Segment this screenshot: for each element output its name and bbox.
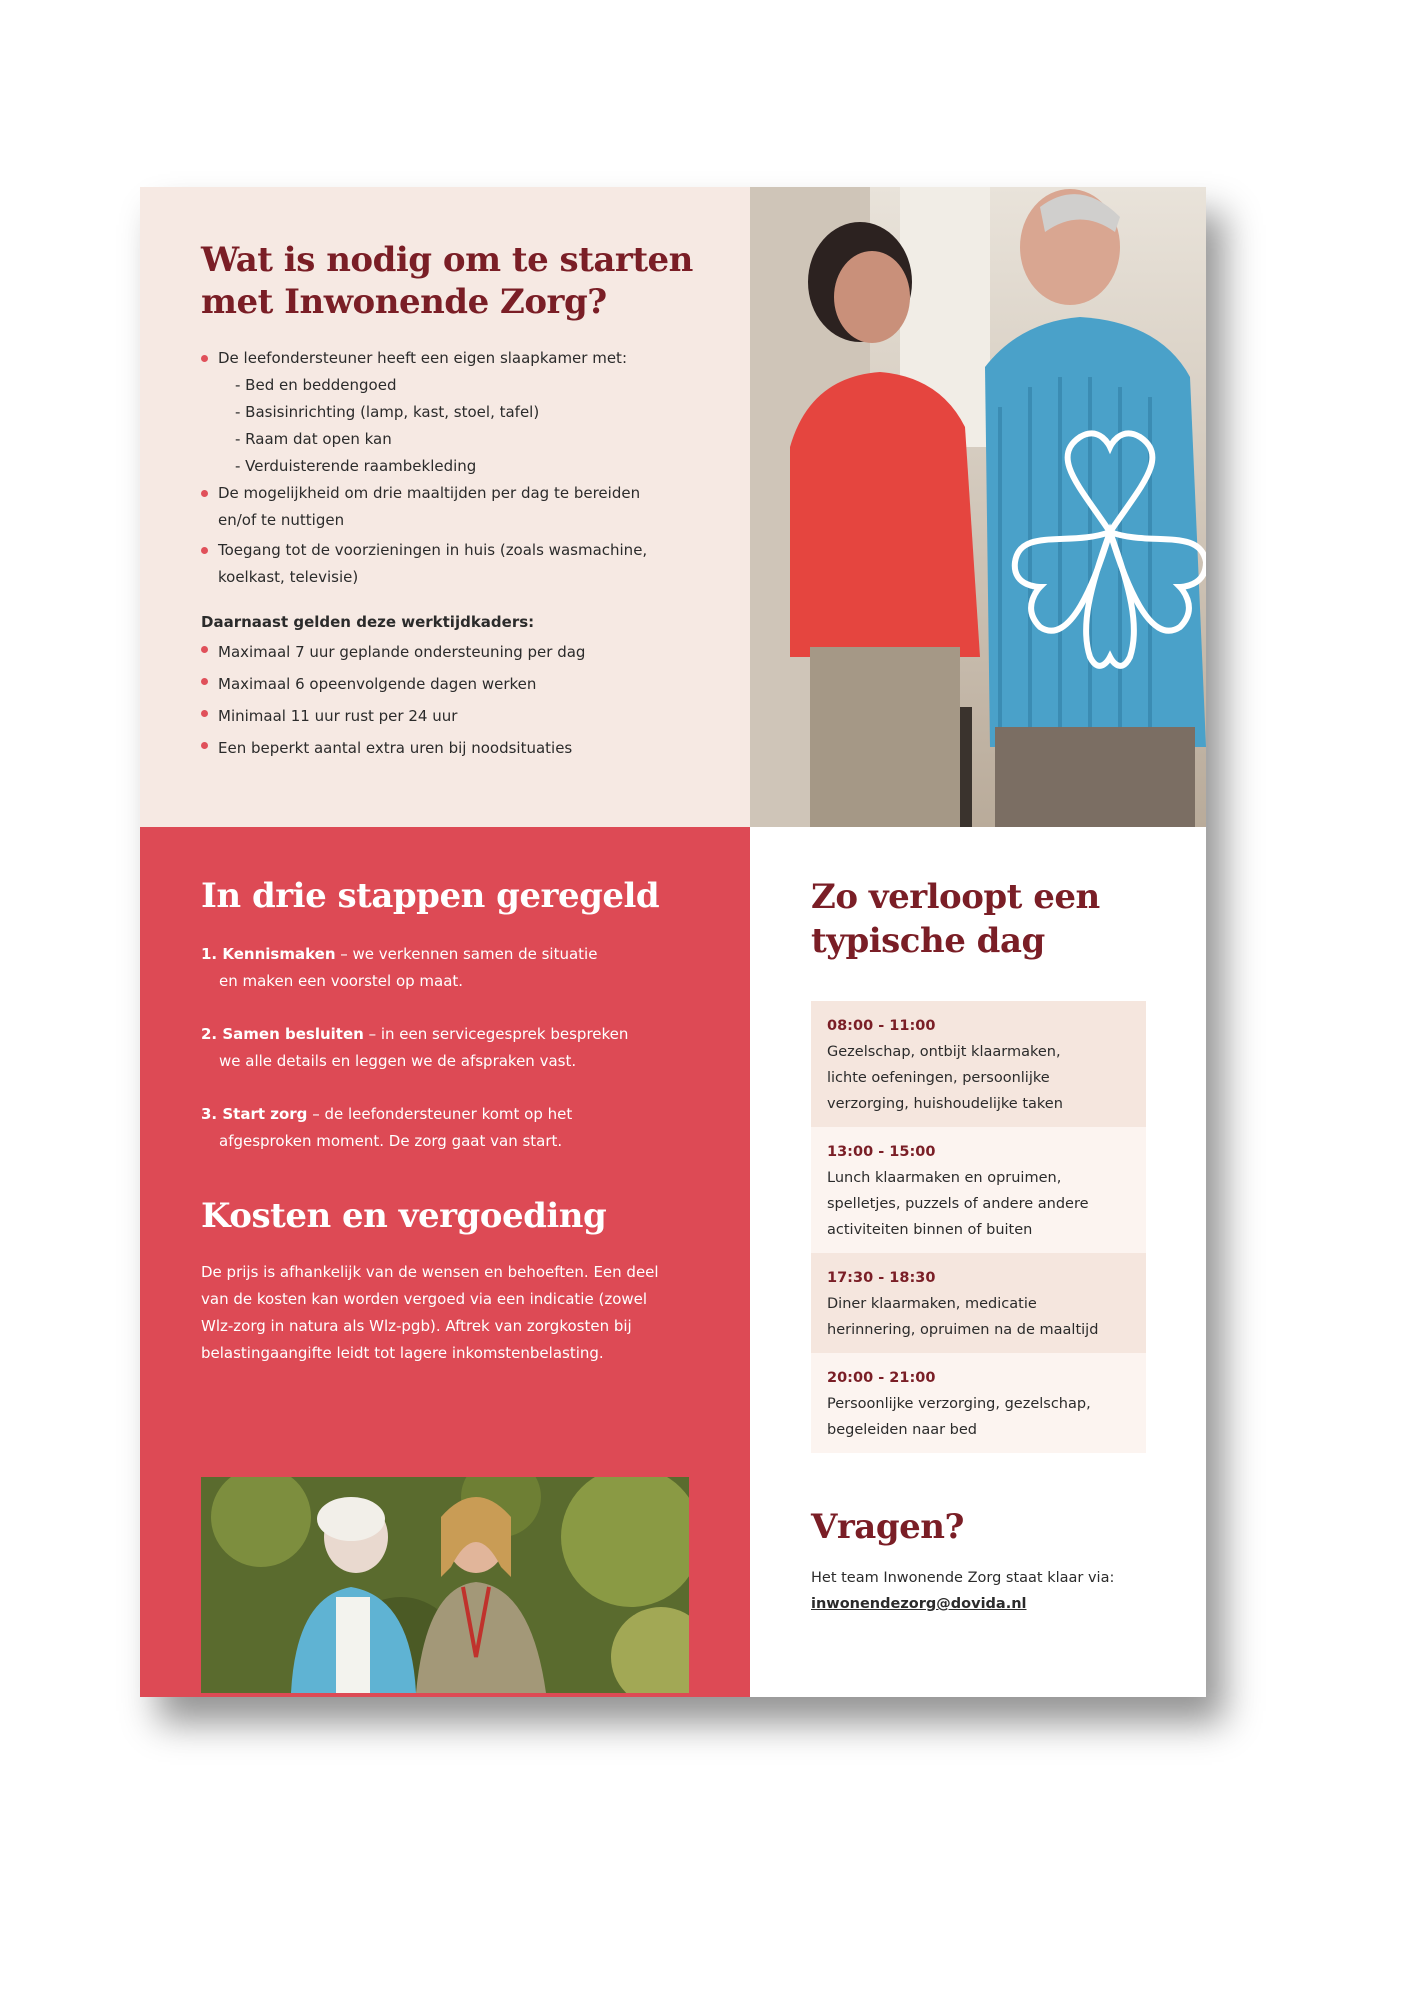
slot-text: spelletjes, puzzels of andere andere — [827, 1196, 1089, 1212]
costs-title: Kosten en vergoeding — [201, 1196, 607, 1236]
questions-intro: Het team Inwonende Zorg staat klaar via: — [811, 1570, 1115, 1586]
list-item: Maximaal 6 opeenvolgende dagen werken — [201, 668, 710, 700]
list-item: Minimaal 11 uur rust per 24 uur — [201, 700, 710, 732]
step-text: we alle details en leggen we de afspraken vast. — [219, 1052, 577, 1070]
schedule-slot — [811, 1127, 1146, 1253]
list-item: Een beperkt aantal extra uren bij noodsituaties — [201, 732, 710, 764]
costs-line: Wlz-zorg in natura als Wlz-pgb). Aftrek van zorgkosten bij — [201, 1317, 632, 1335]
steps-section — [140, 827, 750, 1697]
slot-text: activiteiten binnen of buiten — [827, 1222, 1033, 1238]
slot-text: verzorging, huishoudelijke taken — [827, 1096, 1063, 1112]
slot-text: Lunch klaarmaken en opruimen, — [827, 1170, 1062, 1186]
slot-time: 13:00 - 15:00 — [827, 1144, 936, 1160]
step-text: – in een servicegesprek bespreken — [363, 1025, 629, 1043]
costs-line: van de kosten kan worden vergoed via een indicatie (zowel — [201, 1290, 648, 1308]
slot-time: 17:30 - 18:30 — [827, 1270, 936, 1286]
elderly-photo-illustration — [201, 1477, 689, 1693]
schedule-section — [750, 827, 1206, 1697]
work-heading: Daarnaast gelden deze werktijdkaders: — [201, 613, 535, 631]
elderly-photo — [201, 1477, 689, 1693]
caregiver-photo — [750, 187, 1206, 827]
list-item: - Raam dat open kan — [235, 430, 392, 448]
slot-text: Gezelschap, ontbijt klaarmaken, — [827, 1044, 1061, 1060]
steps-list — [201, 941, 710, 1155]
list-item — [201, 537, 710, 591]
schedule-slot — [811, 1001, 1146, 1127]
slot-text: Persoonlijke verzorging, gezelschap, — [827, 1396, 1091, 1412]
meals-line-1: De mogelijkheid om drie maaltijden per dag te bereiden — [218, 484, 641, 502]
bedroom-sublist — [218, 372, 710, 480]
costs-text — [201, 1259, 701, 1367]
costs-line: De prijs is afhankelijk van de wensen en behoeften. Een deel — [201, 1263, 659, 1281]
list-item: - Verduisterende raambekleding — [235, 457, 477, 475]
requirements-section — [140, 187, 750, 827]
email-link[interactable]: inwonendezorg@dovida.nl — [811, 1596, 1027, 1612]
schedule-title-line: typische dag — [811, 921, 1045, 961]
list-item: - Bed en beddengoed — [235, 376, 397, 394]
step-text: – we verkennen samen de situatie — [335, 945, 598, 963]
step-label: 3. Start zorg — [201, 1105, 308, 1123]
facilities-line-1: Toegang tot de voorzieningen in huis (zoals wasmachine, — [218, 541, 648, 559]
step-text: – de leefondersteuner komt op het — [307, 1105, 573, 1123]
schedule-title — [811, 875, 1146, 963]
slot-time: 20:00 - 21:00 — [827, 1370, 936, 1386]
slot-text: lichte oefeningen, persoonlijke — [827, 1070, 1050, 1086]
step-item — [201, 1021, 710, 1075]
step-item — [201, 1101, 710, 1155]
costs-line: belastingaangifte leidt tot lagere inkomstenbelasting. — [201, 1344, 604, 1362]
schedule-slot — [811, 1353, 1146, 1453]
step-label: 2. Samen besluiten — [201, 1025, 364, 1043]
requirements-list — [201, 345, 710, 591]
schedule-list — [811, 1001, 1146, 1453]
meals-line-2: en/of te nuttigen — [218, 511, 345, 529]
step-label: 1. Kennismaken — [201, 945, 336, 963]
list-item: Maximaal 7 uur geplande ondersteuning per dag — [201, 636, 710, 668]
steps-title: In drie stappen geregeld — [201, 876, 660, 916]
work-list — [201, 636, 710, 764]
slot-text: herinnering, opruimen na de maaltijd — [827, 1322, 1099, 1338]
list-item: - Basisinrichting (lamp, kast, stoel, tafel) — [235, 403, 540, 421]
list-item — [201, 345, 710, 480]
list-item — [201, 480, 710, 534]
requirements-title: Wat is nodig om te starten met Inwonende Zorg? — [201, 240, 693, 322]
schedule-slot — [811, 1253, 1146, 1353]
questions-text — [811, 1565, 1146, 1617]
slot-text: begeleiden naar bed — [827, 1422, 978, 1438]
step-item — [201, 941, 710, 995]
questions-title: Vragen? — [811, 1507, 964, 1547]
schedule-title-line: Zo verloopt een — [811, 877, 1100, 917]
slot-time: 08:00 - 11:00 — [827, 1018, 936, 1034]
slot-text: Diner klaarmaken, medicatie — [827, 1296, 1037, 1312]
step-text: en maken een voorstel op maat. — [219, 972, 464, 990]
bedroom-text: De leefondersteuner heeft een eigen slaapkamer met: — [218, 349, 627, 367]
facilities-line-2: koelkast, televisie) — [218, 568, 359, 586]
step-text: afgesproken moment. De zorg gaat van start. — [219, 1132, 563, 1150]
caregiver-photo-illustration — [750, 187, 1206, 827]
questions-block — [811, 1505, 1146, 1617]
flyer-page — [140, 187, 1206, 1697]
